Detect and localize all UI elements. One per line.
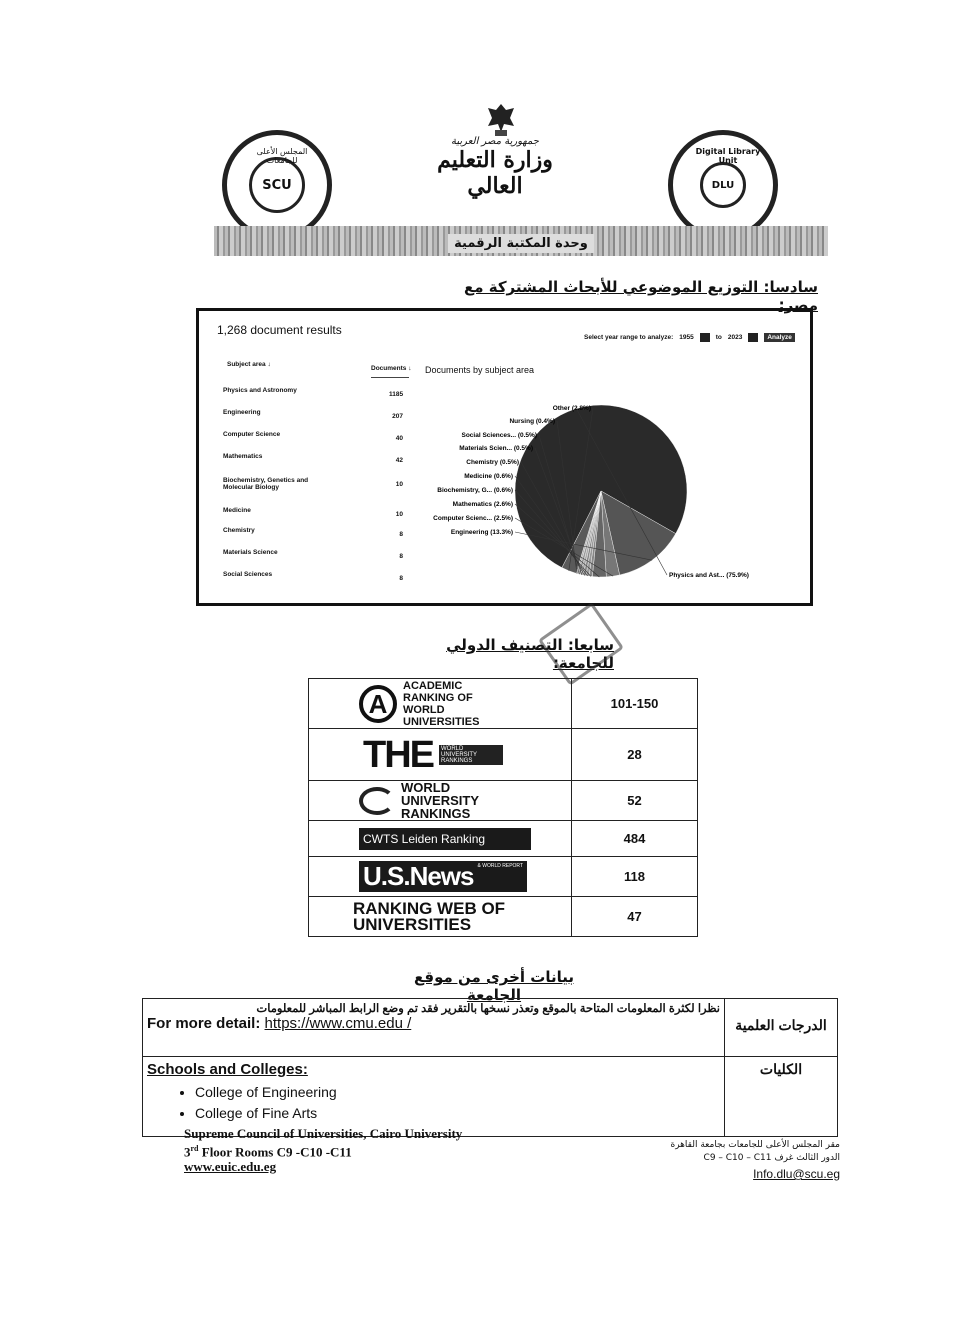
webometrics-logo-text: RANKING WEB OF UNIVERSITIES: [353, 898, 506, 934]
university-info-table: [142, 998, 838, 1137]
subject-row-value: 1185: [389, 391, 404, 398]
ranking-value: 101-150: [572, 679, 698, 729]
pie-label: Nursing (0.4%): [509, 418, 555, 425]
scu-seal-logo: [222, 130, 332, 240]
pie-label: Medicine (0.6%): [464, 473, 513, 480]
detail-link[interactable]: https://www.cmu.edu /: [264, 1015, 412, 1032]
info-content: [143, 999, 725, 1057]
subject-row-label[interactable]: Physics and Astronomy: [223, 387, 297, 394]
usnews-logo: [309, 857, 572, 897]
col-documents-header: Documents ↓: [371, 365, 412, 372]
qs-swirl-icon: [359, 787, 395, 815]
col-subject-header: Subject area ↓: [227, 361, 271, 368]
subject-row-label[interactable]: Social Sciences: [223, 571, 273, 578]
dlu-seal-abbr: DLU: [711, 179, 735, 191]
subject-row-value: 10: [395, 511, 403, 518]
ranking-row: [309, 729, 698, 781]
colleges-label: الكليات: [725, 1057, 838, 1137]
colleges-heading: Schools and Colleges:: [147, 1061, 308, 1078]
colleges-list: [147, 1082, 720, 1124]
scu-seal-inner: [249, 157, 305, 213]
footer-address-en: [184, 1126, 544, 1174]
ranking-row: [309, 781, 698, 821]
header-divider: [371, 377, 409, 378]
arwu-logo: [309, 679, 572, 729]
subject-row-label[interactable]: Computer Science: [223, 431, 281, 438]
subject-row-label[interactable]: Engineering: [223, 409, 261, 416]
usnews-logo-sub: & WORLD REPORT: [477, 863, 523, 869]
pie-label: Biochemistry, G... (0.6%): [437, 487, 513, 494]
ranking-value: 52: [572, 781, 698, 821]
ranking-row: [309, 821, 698, 857]
footer-ar-org: مقر المجلس الأعلى للجامعات بجامعة القاهرة: [670, 1140, 840, 1150]
cwts-logo-text: CWTS Leiden Ranking: [363, 831, 486, 846]
subject-row-value: 10: [395, 481, 403, 488]
arwu-logo-text: ACADEMIC RANKING OF WORLD UNIVERSITIES: [403, 679, 480, 728]
year-range-controls: [584, 333, 809, 342]
usnews-logo-box: [359, 861, 527, 892]
the-logo: [309, 729, 572, 781]
pie-label: Chemistry (0.5%): [466, 459, 519, 466]
qs-logo: [309, 781, 572, 821]
info-row: [143, 1057, 838, 1137]
usnews-logo-text: U.S.News: [363, 861, 474, 891]
subject-row-value: 42: [395, 457, 403, 464]
chevron-down-icon[interactable]: [700, 333, 710, 342]
ranking-table: [308, 678, 698, 937]
ministry-header: [420, 136, 570, 199]
year-to-select[interactable]: 2023: [727, 334, 743, 341]
republic-label: جمهورية مصر العربية: [451, 136, 539, 147]
subject-row-value: 8: [399, 575, 403, 582]
dlu-seal-text: Digital Library Unit: [695, 147, 761, 165]
the-logo-sub: WORLD UNIVERSITY RANKINGS: [439, 745, 503, 765]
list-item: • College of Engineering: [195, 1082, 720, 1103]
footer-website[interactable]: www.euic.edu.eg: [184, 1159, 277, 1175]
dlu-seal-logo: [668, 130, 778, 240]
info-content: [143, 1057, 725, 1137]
chart-title: Documents by subject area: [425, 365, 535, 375]
year-range-label: Select year range to analyze:: [584, 334, 674, 341]
section7-title: سابعا: التصنيف الدولي للجامعة:: [446, 636, 614, 672]
subject-row-label[interactable]: Chemistry: [223, 527, 255, 534]
pie-label: Computer Scienc... (2.5%): [433, 515, 513, 522]
footer-rooms: 3rd Floor Rooms C9 -C10 -C11: [184, 1144, 352, 1160]
section6-title: سادسا: التوزيع الموضوعي للأبحاث المشتركة مع مصر:: [463, 278, 818, 314]
subject-row-label[interactable]: Materials Science: [223, 549, 278, 556]
webometrics-logo: [309, 897, 572, 937]
ministry-label: وزارة التعليم العالي: [437, 147, 553, 199]
pie-label: Engineering (13.3%): [450, 529, 513, 536]
degrees-label: الدرجات العلمية: [725, 999, 838, 1057]
pie-label: Materials Scien... (0.5%): [459, 445, 533, 452]
info-row: [143, 999, 838, 1057]
ranking-row: [309, 897, 698, 937]
banner-label: وحدة المكتبة الرقمية: [448, 234, 594, 253]
subject-row-label[interactable]: Biochemistry, Genetics and Molecular Biology: [223, 477, 309, 491]
subject-pie-chart: [419, 391, 809, 601]
coat-of-arms-icon: [484, 102, 518, 140]
scu-seal-text: المجلس الأعلى للجامعات: [256, 147, 308, 165]
ranking-value: 118: [572, 857, 698, 897]
other-data-title: بيانات أخرى من موقع الجامعة: [414, 968, 574, 1004]
ranking-value: 47: [572, 897, 698, 937]
ranking-row: [309, 857, 698, 897]
scopus-analysis-panel: [196, 308, 813, 606]
digital-library-banner: [214, 226, 828, 256]
chevron-down-icon[interactable]: [748, 333, 758, 342]
subject-row-label[interactable]: Mathematics: [223, 453, 263, 460]
subject-row-value: 8: [399, 553, 403, 560]
subject-row-value: 207: [392, 413, 403, 420]
pie-label: Physics and Ast... (75.9%): [669, 572, 749, 579]
info-note: نظرا لكثرة المعلومات المتاحة بالموقع وتعذر نسخها بالتقرير فقد تم وضع الرابط المباشر للمعلومات: [256, 1003, 720, 1015]
detail-label: For more detail:: [147, 1015, 261, 1032]
dlu-seal-inner: [700, 162, 746, 208]
results-count: 1,268 document results: [217, 323, 342, 337]
footer-address-ar: [600, 1140, 840, 1181]
the-logo-text: THE: [363, 733, 433, 776]
year-from-select[interactable]: 1955: [679, 334, 694, 341]
pie-label: Social Sciences... (0.5%): [461, 432, 537, 439]
subject-row-value: 8: [399, 531, 403, 538]
to-label: to: [715, 334, 722, 341]
footer-org: Supreme Council of Universities, Cairo University: [184, 1126, 463, 1141]
subject-row-value: 40: [395, 435, 403, 442]
scu-seal-abbr: SCU: [262, 177, 292, 193]
cwts-logo: [309, 821, 572, 857]
pie-label: Other (2.8%): [552, 405, 591, 412]
footer-ar-rooms: الدور الثالث غرف C9 – C10 – C11: [703, 1153, 840, 1163]
footer-email[interactable]: Info.dlu@scu.eg: [753, 1167, 840, 1181]
ranking-value: 28: [572, 729, 698, 781]
subject-row-label[interactable]: Medicine: [223, 507, 251, 514]
pie-label: Mathematics (2.6%): [452, 501, 513, 508]
arwu-mark-icon: A: [359, 685, 397, 723]
qs-logo-text: WORLD UNIVERSITY RANKINGS: [401, 780, 479, 821]
list-item: • College of Fine Arts: [195, 1103, 720, 1124]
analyze-button[interactable]: Analyze: [764, 333, 795, 342]
stamp-mark: [538, 602, 624, 686]
ranking-value: 484: [572, 821, 698, 857]
ranking-row: [309, 679, 698, 729]
cwts-logo-box: [359, 828, 531, 850]
